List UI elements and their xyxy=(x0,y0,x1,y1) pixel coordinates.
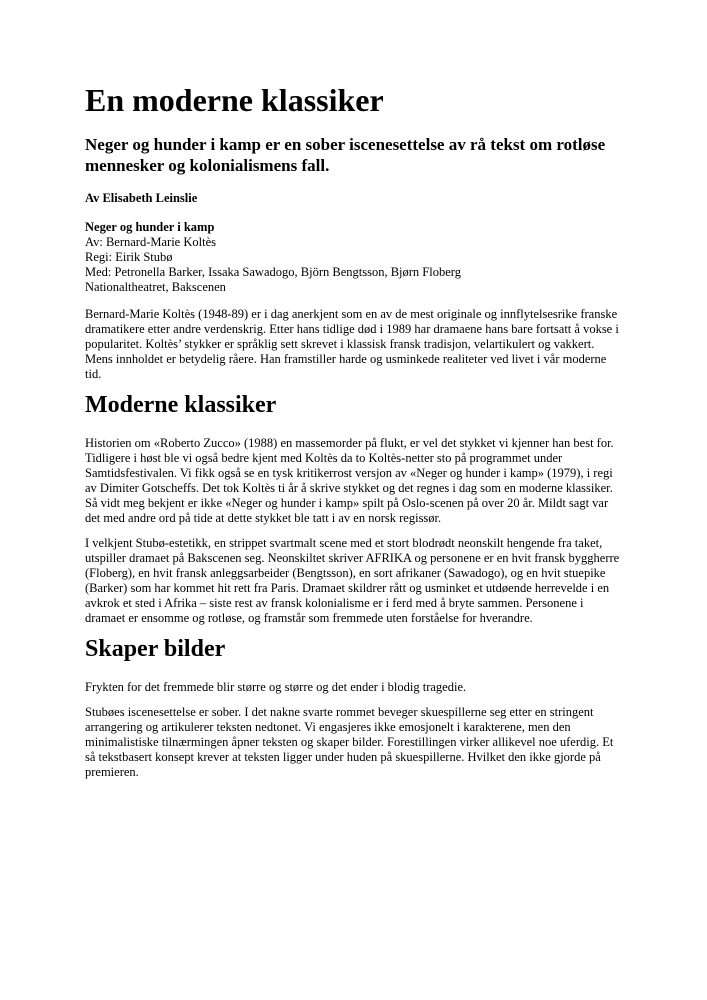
article-lead: Neger og hunder i kamp er en sober iscenesettelse av rå tekst om rotløse mennesker og kolonialismens fall. xyxy=(85,135,606,175)
credits-director-line: Regi: Eirik Stubø xyxy=(85,250,173,264)
section-paragraph: Stubøes iscenesettelse er sober. I det nakne svarte rommet beveger skuespillerne seg etter en stringent arrangering og artikulerer teksten nedtonet. Vi engasjeres ikke emosjonelt i karakterene, men den minimalistiske tilnærmingen åpner teksten og skaper bilder. Forestillingen virker allikevel noe uferdig. Et så tekstbasert konsept krever at teksten ligger under huden på skuespillerne. Hvilket den ikke gjorde på premieren. xyxy=(85,705,614,779)
section-paragraph: I velkjent Stubø-estetikk, en strippet svartmalt scene med et stort blodrødt neonskilt hengende fra taket, utspiller dramaet på Bakscenen seg. Neonskiltet skriver AFRIKA og personene er en hvit fransk byggherre (Floberg), en hvit fransk anleggsarbeider (Bengtsson), en sort afrikaner (Sawadogo), og en hvit stuepike (Barker) som har kommet hit rett fra Paris. Dramaet skildrer rått og usminket et utdøende herrevelde i en avkrok et sted i Afrika – siste rest av fransk kolonialisme er i ferd med å bryte sammen. Personene i dramaet er ensomme og rotløse, og framstår som fremmede uten forståelse for hverandre. xyxy=(85,536,620,625)
article-title: En moderne klassiker xyxy=(85,82,384,118)
intro-paragraph: Bernard-Marie Koltès (1948-89) er i dag anerkjent som en av de mest originale og innflytelsesrike franske dramatikere etter andre verdenskrig. Etter hans tidlige død i 1989 har dramaene hans bare fortsatt å vokse i popularitet. Koltès’ stykker er språklig sett skrevet i klassisk fransk tradisjon, velartikulert og vakkert. Mens innholdet er betydelig råere. Han framstiller harde og usminkede realiteter ved livet i vår moderne tid. xyxy=(85,307,619,381)
production-credits xyxy=(85,220,625,295)
credits-venue-line: Nationaltheatret, Bakscenen xyxy=(85,280,226,294)
section-heading-moderne-klassiker: Moderne klassiker xyxy=(85,392,277,418)
section-paragraph: Frykten for det fremmede blir større og større og det ender i blodig tragedie. xyxy=(85,680,467,694)
credits-production-title: Neger og hunder i kamp xyxy=(85,220,215,234)
section-paragraph: Historien om «Roberto Zucco» (1988) en massemorder på flukt, er vel det stykket vi kjenner han best for. Tidligere i høst ble vi også bedre kjent med Koltès da to Koltès-netter sto på programmet under Samtidsfestivalen. Vi fikk også se en tysk kritikerrost versjon av «Neger og hunder i kamp» (1979), i regi av Dimiter Gotscheffs. Det tok Koltès ti år å skrive stykket og det regnes i dag som en moderne klassiker. Så vidt meg bekjent er ikke «Neger og hunder i kamp» spilt på Oslo-scenen på over 20 år. Mildt sagt var det med andre ord på tide at dette stykket ble tatt i av en norsk regissør. xyxy=(85,436,614,525)
section-heading-skaper-bilder: Skaper bilder xyxy=(85,636,226,662)
credits-author-line: Av: Bernard-Marie Koltès xyxy=(85,235,216,249)
credits-cast-line: Med: Petronella Barker, Issaka Sawadogo, Björn Bengtsson, Bjørn Floberg xyxy=(85,265,461,279)
article-byline: Av Elisabeth Leinslie xyxy=(85,191,198,205)
